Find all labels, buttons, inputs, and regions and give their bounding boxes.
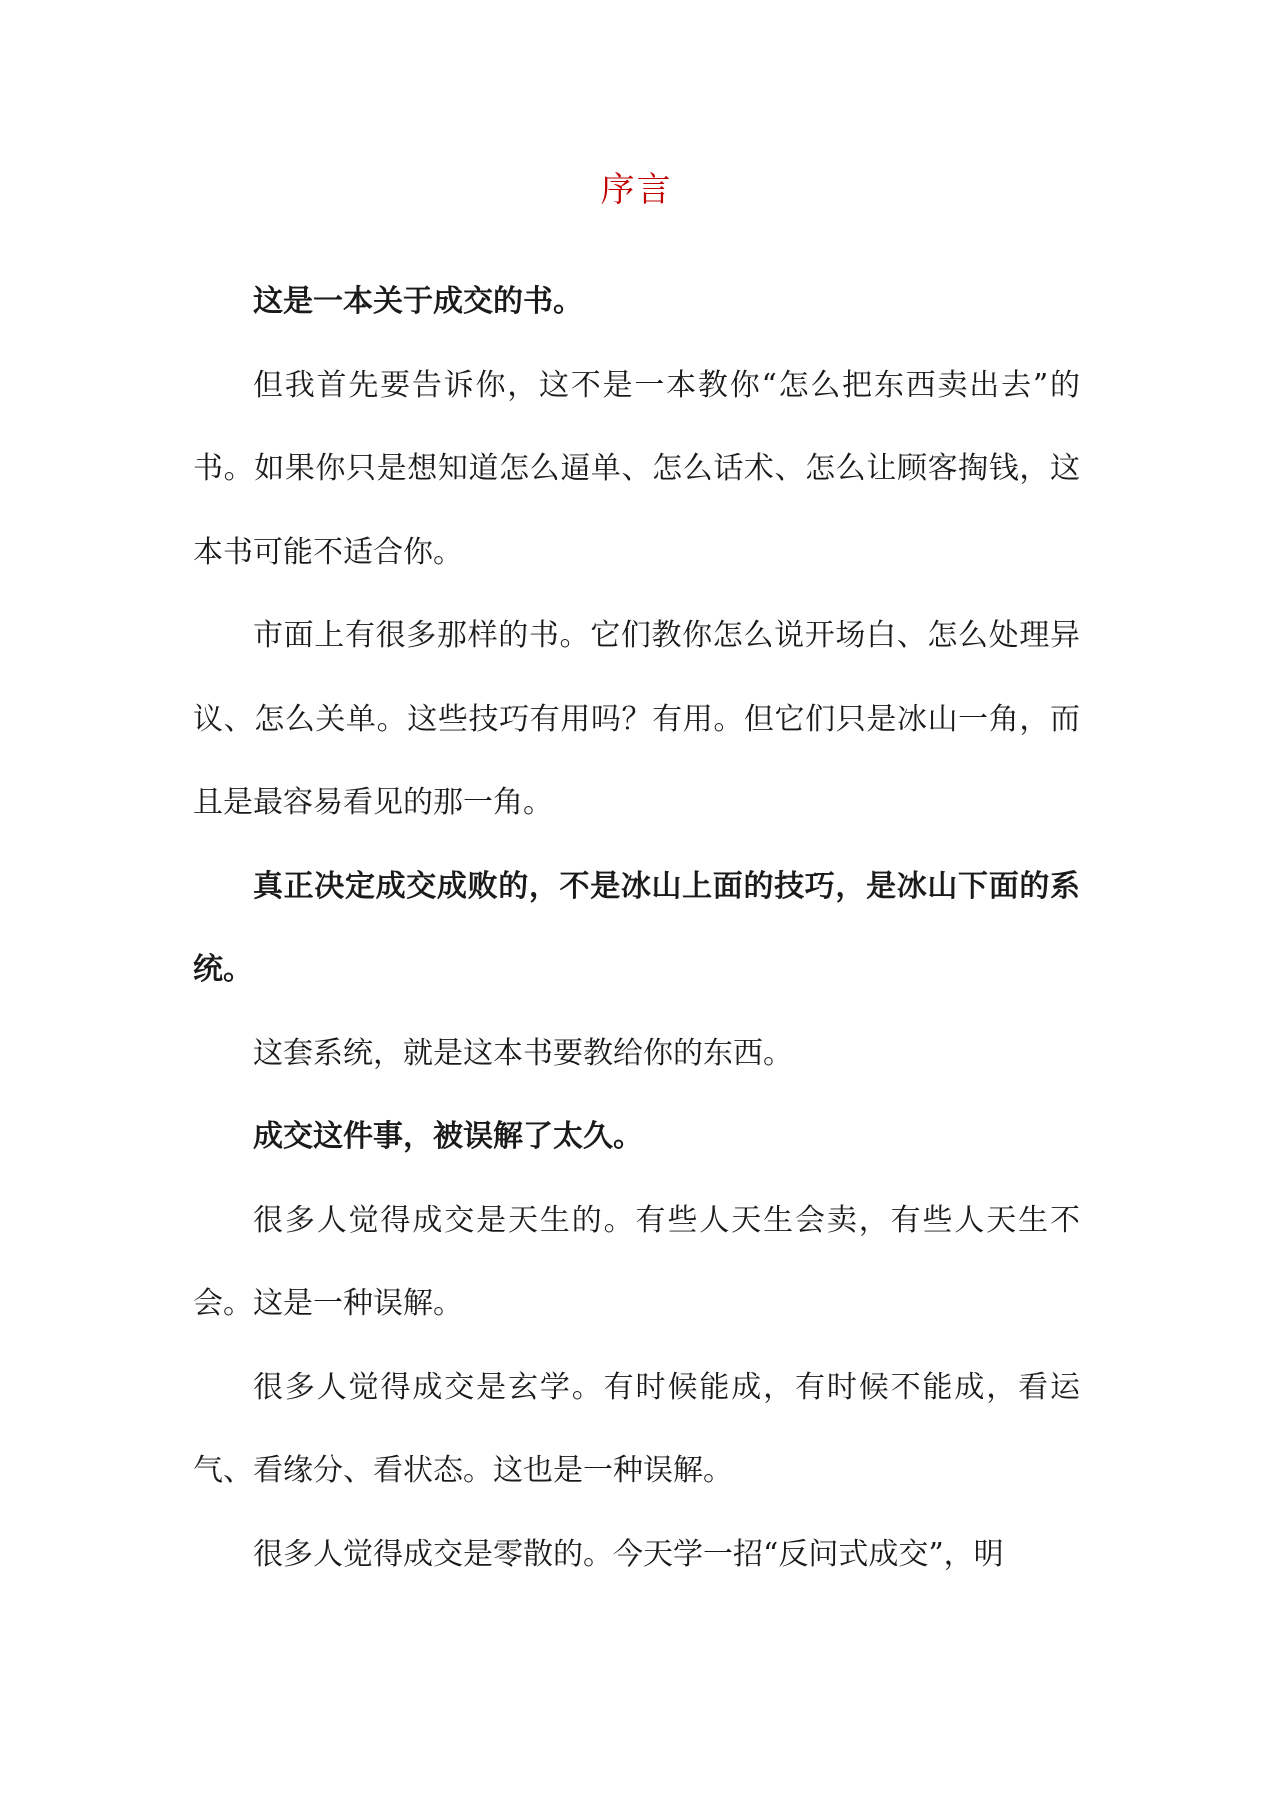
paragraph-8: 很多人觉得成交是玄学。有时候能成，有时候不能成，看运气、看缘分、看状态。这也是一种误解。 — [193, 1369, 1080, 1488]
document-body — [193, 260, 1080, 1596]
paragraph-1: 这是一本关于成交的书。 — [253, 284, 583, 319]
page-title: 序言 — [600, 170, 673, 210]
paragraph-9: 很多人觉得成交是零散的。今天学一招“反问式成交”，明 — [253, 1536, 1004, 1572]
paragraph-4: 真正决定成交成败的，不是冰山上面的技巧，是冰山下面的系统。 — [193, 868, 1080, 987]
paragraph-6: 成交这件事，被误解了太久。 — [253, 1119, 643, 1154]
paragraph-2: 但我首先要告诉你，这不是一本教你“怎么把东西卖出去”的书。如果你只是想知道怎么逼单、怎么话术、怎么让顾客掏钱，这本书可能不适合你。 — [193, 367, 1080, 570]
paragraph-7: 很多人觉得成交是天生的。有些人天生会卖，有些人天生不会。这是一种误解。 — [193, 1202, 1080, 1321]
paragraph-3: 市面上有很多那样的书。它们教你怎么说开场白、怎么处理异议、怎么关单。这些技巧有用吗？有用。但它们只是冰山一角，而且是最容易看见的那一角。 — [193, 618, 1080, 820]
paragraph-5: 这套系统，就是这本书要教给你的东西。 — [253, 1035, 793, 1071]
